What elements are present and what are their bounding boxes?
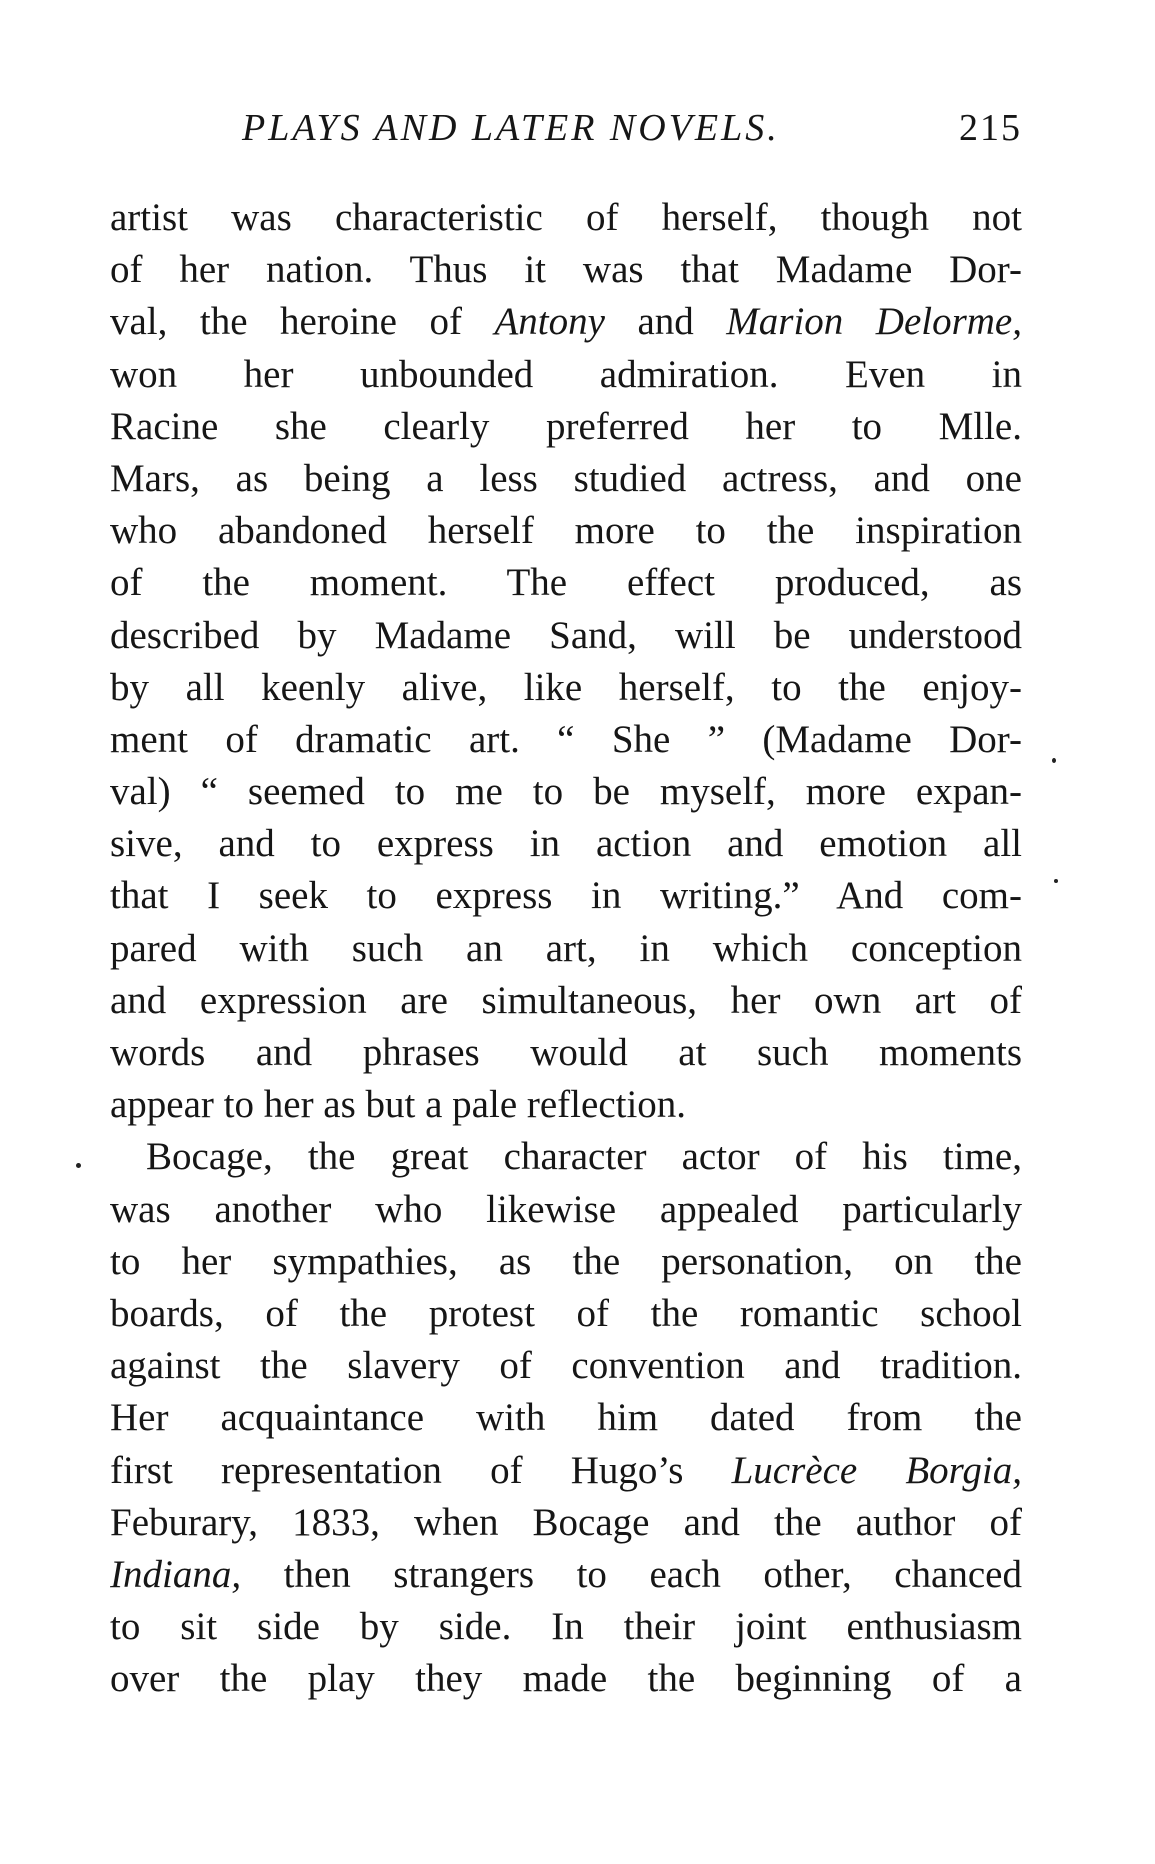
text-run: sive, and to express in action and emotion all — [110, 822, 1022, 866]
print-speck — [76, 1163, 81, 1168]
text-line — [110, 818, 1022, 870]
print-speck — [1052, 758, 1056, 763]
text-line — [110, 1288, 1022, 1340]
text-run: of the moment. The effect produced, as — [110, 561, 1022, 605]
text-line — [110, 349, 1022, 401]
text-line — [110, 505, 1022, 557]
text-line — [110, 401, 1022, 453]
text-run: val, the heroine of — [110, 300, 495, 344]
text-run: over the play they made the beginning of a — [110, 1657, 1022, 1701]
text-run: who abandoned herself more to the inspiration — [110, 509, 1022, 553]
text-line — [110, 453, 1022, 505]
text-run: words and phrases would at such moments — [110, 1031, 1022, 1074]
text-line — [110, 1236, 1022, 1288]
italic-title: Marion Delorme, — [726, 300, 1022, 344]
text-run: to her sympathies, as the personation, on the — [110, 1239, 1022, 1283]
text-line — [110, 610, 1022, 662]
text-run: Mars, as being a less studied actress, and one — [110, 456, 1022, 500]
text-run: Feburary, 1833, when Bocage and the author of — [110, 1500, 1022, 1544]
text-line — [110, 975, 1022, 1027]
text-run: was another who likewise appealed particularly — [110, 1187, 1022, 1231]
text-line — [110, 1340, 1022, 1392]
text-run: won her unbounded admiration. Even in — [110, 352, 1022, 396]
text-line — [110, 296, 1022, 348]
text-run: boards, of the protest of the romantic school — [110, 1291, 1022, 1335]
text-line — [110, 923, 1022, 975]
italic-title: Indiana, — [110, 1552, 242, 1596]
page-number: 215 — [959, 107, 1022, 149]
text-run: first representation of Hugo’s — [110, 1448, 732, 1492]
text-run: to sit side by side. In their joint enthusiasm — [110, 1605, 1022, 1649]
text-run: then strangers to each other, chanced — [241, 1552, 1022, 1596]
page-header — [242, 106, 1022, 156]
text-run: that I seek to express in writing.” And com- — [110, 874, 1022, 918]
text-run: and expression are simultaneous, her own art of — [110, 978, 1022, 1022]
text-run: pared with such an art, in which conception — [110, 926, 1022, 970]
italic-title: Lucrèce Borgia, — [731, 1448, 1022, 1492]
text-line — [110, 714, 1022, 766]
text-line — [110, 192, 1022, 244]
text-line — [110, 662, 1022, 714]
text-line — [110, 1497, 1022, 1549]
text-line — [110, 1027, 1022, 1079]
text-line — [110, 1392, 1022, 1444]
italic-title: Antony — [494, 300, 605, 344]
text-line — [110, 1445, 1022, 1497]
text-run: artist was characteristic of herself, though not — [110, 196, 1022, 239]
text-run: by all keenly alive, like herself, to the enjoy- — [110, 665, 1022, 709]
text-line — [110, 1131, 1022, 1183]
text-line — [110, 1079, 1022, 1131]
text-line — [110, 870, 1022, 922]
text-run: Her acquaintance with him dated from the — [110, 1396, 1022, 1440]
text-run: against the slavery of convention and tradition. — [110, 1344, 1022, 1388]
print-speck — [1054, 879, 1058, 883]
text-line — [110, 557, 1022, 609]
text-run: of her nation. Thus it was that Madame Dor- — [110, 248, 1022, 292]
text-run: and — [604, 300, 727, 344]
text-line — [110, 1184, 1022, 1236]
body-text — [110, 192, 1022, 1705]
text-line — [110, 244, 1022, 296]
text-run: val) “ seemed to me to be myself, more expan- — [110, 770, 1022, 814]
text-run: Bocage, the great character actor of his time, — [146, 1135, 1022, 1179]
text-line — [110, 1653, 1022, 1705]
text-line — [110, 1601, 1022, 1653]
text-run: Racine she clearly preferred her to Mlle. — [110, 404, 1022, 448]
text-run: ment of dramatic art. “ She ” (Madame Dor- — [110, 717, 1022, 761]
text-run: described by Madame Sand, will be understood — [110, 613, 1022, 657]
text-run: appear to her as but a pale reflection. — [110, 1083, 687, 1127]
text-line — [110, 1549, 1022, 1601]
text-line — [110, 766, 1022, 818]
running-title: PLAYS AND LATER NOVELS. — [242, 107, 780, 149]
